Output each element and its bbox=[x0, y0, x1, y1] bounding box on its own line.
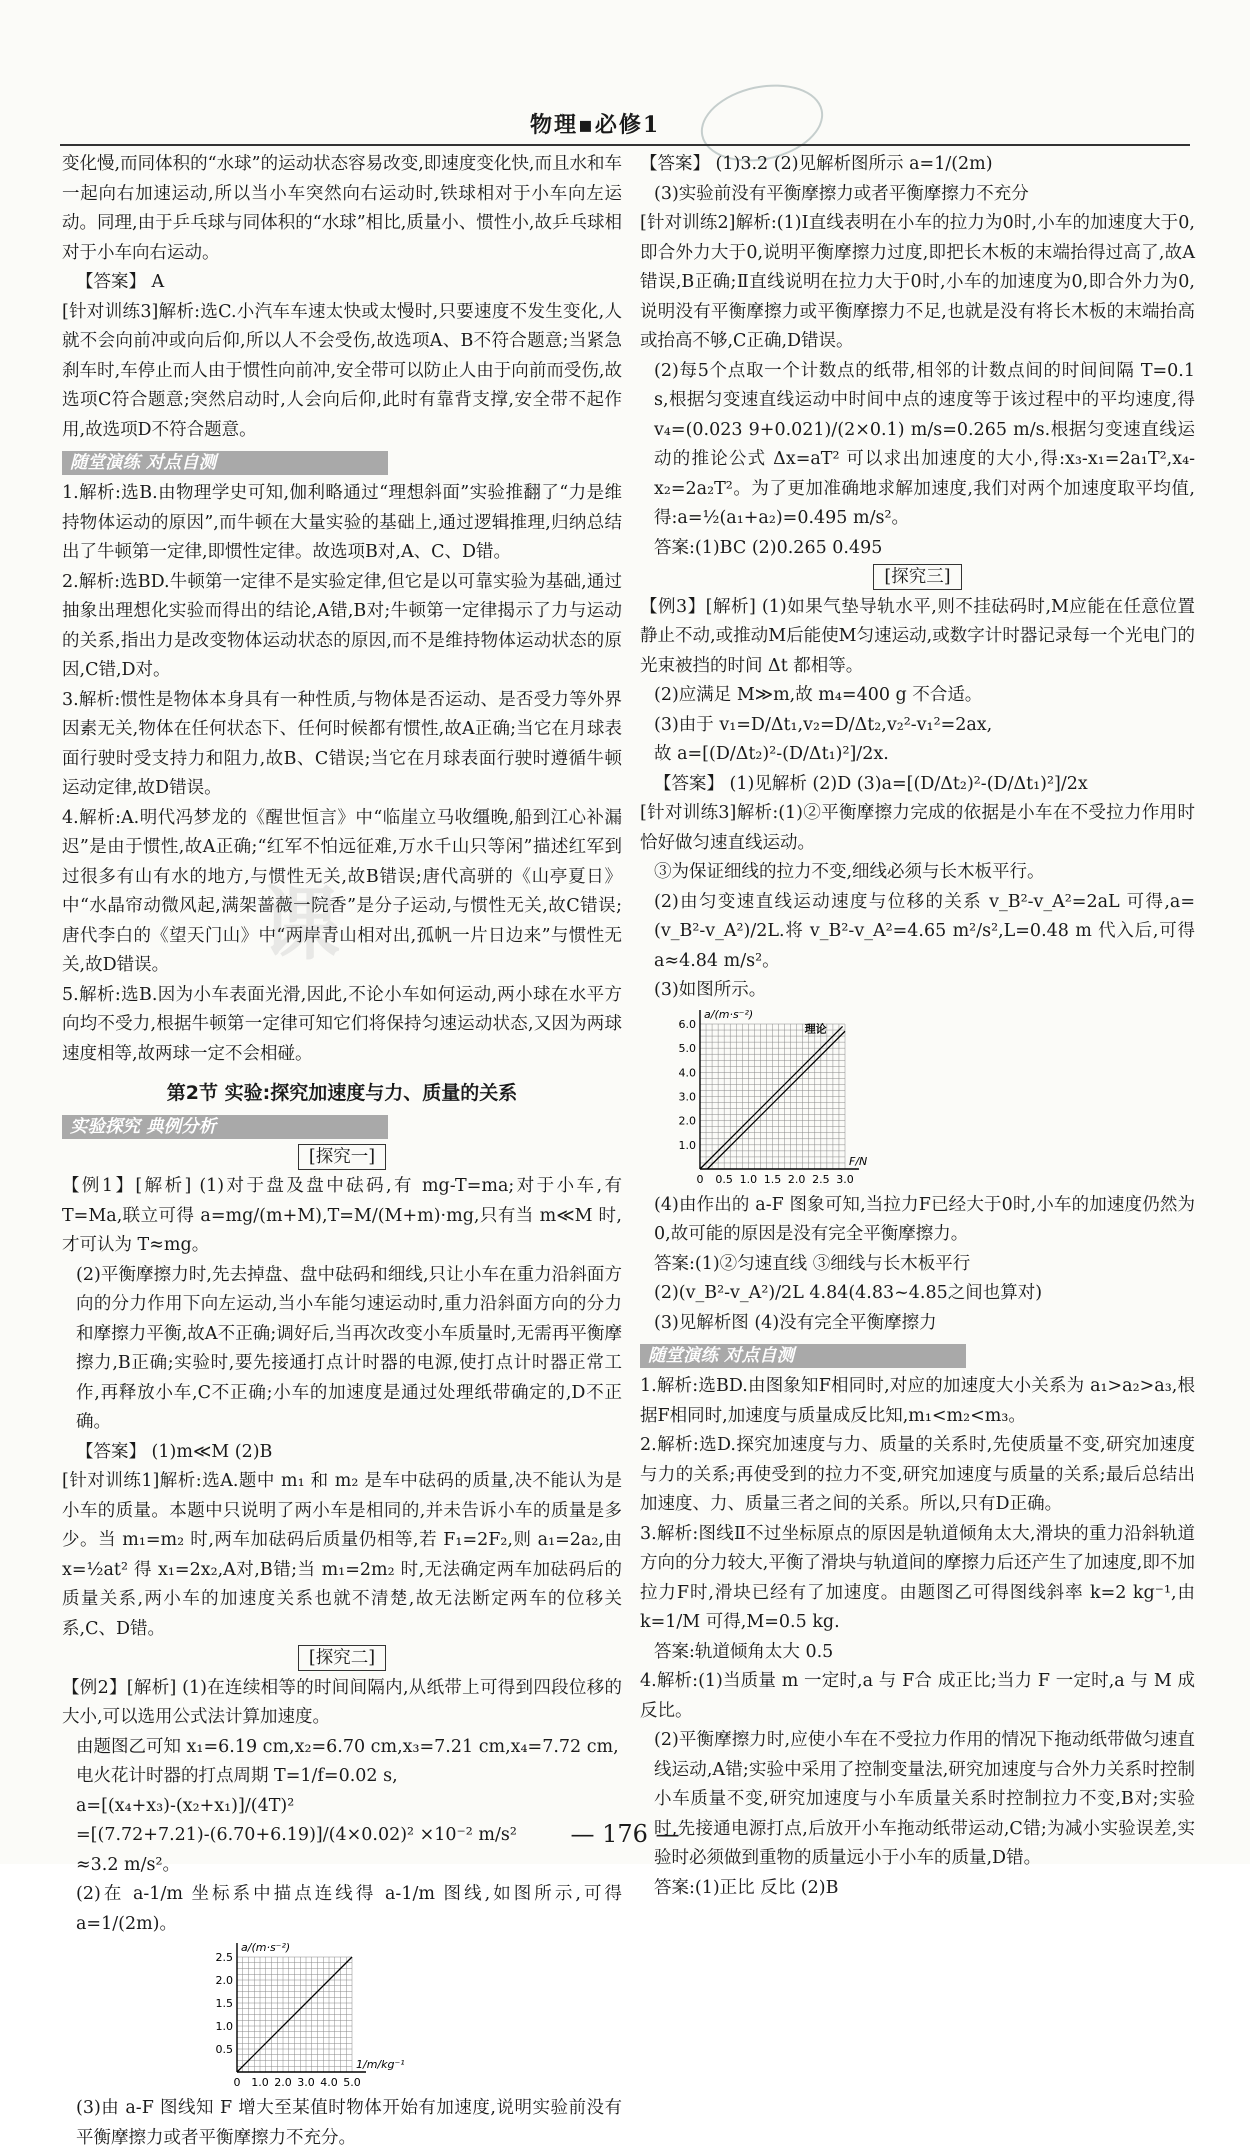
training-3-b: ③为保证细线的拉力不变,细线必须与长木板平行。 bbox=[654, 862, 1045, 882]
y-tick-label: 6.0 bbox=[678, 1017, 696, 1031]
example-2-b: 由题图乙可知 x₁=6.19 cm,x₂=6.70 cm,x₃=7.21 cm,x₄=7.72 cm, bbox=[76, 1736, 619, 1757]
x-tick-label: 4.0 bbox=[320, 2076, 338, 2089]
x-tick-label: 1.5 bbox=[763, 1172, 782, 1186]
training-3-a: [针对训练3]解析:(1)②平衡摩擦力完成的依据是小车在不受拉力作用时恰好做匀速直线运动。 bbox=[640, 803, 1195, 853]
x-axis-label: 1/m/kg⁻¹ bbox=[356, 2058, 405, 2071]
training-3-c: (2)由匀变速直线运动速度与位移的关系 v_B²-v_A²=2aL 可得,a=(v_B²-v_A²)/2L.将 v_B²-v_A²=4.65 m²/s²,L=0.48 m 代入后,可得 a≈4.84 m/s²。 bbox=[654, 891, 1195, 971]
practice-2-q3: 3.解析:图线Ⅱ不过坐标原点的原因是轨道倾角太大,滑块的重力沿斜轨道方向的分力较大,平衡了滑块与轨道间的摩擦力后还产生了加速度,即不加拉力F时,滑块已经有了加速度。由题图乙可得图线斜率 k=2 kg⁻¹,由 k=1/M 可得,M=0.5 kg. bbox=[640, 1523, 1195, 1632]
y-tick-label: 2.0 bbox=[678, 1114, 696, 1128]
training-3-e: (4)由作出的 a-F 图象可知,当拉力F已经大于0时,小车的加速度仍然为0,故可能的原因是没有完全平衡摩擦力。 bbox=[654, 1194, 1195, 1244]
section-bar-explore: 实验探究 典例分析 bbox=[62, 1115, 388, 1139]
y-tick-label: 3.0 bbox=[678, 1090, 696, 1103]
x-tick-label: 5.0 bbox=[343, 2076, 361, 2089]
training-2-answer: 答案:(1)BC (2)0.265 0.495 bbox=[654, 537, 883, 558]
training-2-a: [针对训练2]解析:(1)Ⅰ直线表明在小车的拉力为0时,小车的加速度大于0,即合外力大于0,说明平衡摩擦力过度,即把长木板的末端抬得过高了,故A错误,B正确;Ⅱ直线说明在拉力大于0时,小车的加速度为0,即合外力为0,说明没有平衡摩擦力或平衡摩擦力不足,也就是没有将长木板的末端抬高或抬高不够,C正确,D错误。 bbox=[640, 213, 1195, 351]
right-column bbox=[640, 150, 1195, 1903]
y-tick-label: 1.5 bbox=[215, 1997, 233, 2010]
example-3-c: (3)由于 v₁=D/Δt₁,v₂=D/Δt₂,v₂²-v₁²=2ax, bbox=[654, 714, 993, 735]
series-line bbox=[707, 1031, 845, 1169]
formula: ≈3.2 m/s²。 bbox=[76, 1854, 181, 1875]
series-line bbox=[700, 1026, 843, 1169]
page-header bbox=[60, 102, 1190, 146]
x-tick-label: 2.0 bbox=[787, 1172, 806, 1186]
section-bar-practice: 随堂演练 对点自测 bbox=[62, 451, 388, 475]
x-tick-label: 1.0 bbox=[739, 1172, 758, 1186]
practice-q4: 4.解析:A.明代冯梦龙的《醒世恒言》中“临崖立马收缰晚,船到江心补漏迟”是由于惯性,故A正确;“红军不怕远征难,万水千山只等闲”描述红军到过很多有山有水的地方,与惯性无关,故B错误;唐代高骈的《山亭夏日》中“水晶帘动微风起,满架蔷薇一院香”是分子运动,与惯性无关,故C错误;唐代李白的《望天门山》中“两岸青山相对出,孤帆一片日边来”与惯性无关,故D错误。 bbox=[62, 807, 622, 975]
chart-a-vs-inverse-m bbox=[62, 1939, 622, 2094]
y-tick-label: 2.5 bbox=[215, 1951, 233, 1964]
y-tick-label: 0.5 bbox=[215, 2043, 233, 2056]
example-3-a: 【例3】[解析] (1)如果气垫导轨水平,则不挂砝码时,M应能在任意位置静止不动,或推动M后能使M匀速运动,或数字计时器记录每一个光电门的光束被挡的时间 Δt 都相等。 bbox=[640, 596, 1195, 676]
practice-2-q4-b: (2)平衡摩擦力时,应使小车在不受拉力作用的情况下拖动纸带做匀速直线运动,A错;实验中采用了控制变量法,研究加速度与合外力关系时控制小车质量不变,研究加速度与小车质量关系时控制拉力不变,B对;实验时,先接通电源打点,后放开小车拖动纸带运动,C错;为减小实验误差,实验时必须做到重物的质量远小于小车的质量,D错。 bbox=[654, 1730, 1195, 1868]
series-label: 理论 bbox=[804, 1021, 827, 1035]
section-bar-practice-2: 随堂演练 对点自测 bbox=[640, 1344, 966, 1368]
practice-q1: 1.解析:选B.由物理学史可知,伽利略通过“理想斜面”实验推翻了“力是维持物体运动的原因”,而牛顿在大量实验的基础上,通过逻辑推理,归纳总结出了牛顿第一定律,即惯性定律。故选项B对,A、C、D错。 bbox=[62, 483, 622, 562]
x-tick-label: 0 bbox=[696, 1172, 704, 1186]
x-tick-label: 3.0 bbox=[297, 2076, 315, 2089]
paragraph: 变化慢,而同体积的“水球”的运动状态容易改变,即速度变化快,而且水和车一起向右加速运动,所以当小车突然向右运动时,铁球相对于小车向左运动。同理,由于乒乓球与同体积的“水球”相比,质量小、惯性小,故乒乓球相对于小车向右运动。 bbox=[62, 154, 622, 263]
practice-2-q4-a: 4.解析:(1)当质量 m 一定时,a 与 F合 成正比;当力 F 一定时,a 与 M 成反比。 bbox=[640, 1671, 1195, 1721]
answer-line: (3)实验前没有平衡摩擦力或者平衡摩擦力不充分 bbox=[654, 183, 1029, 204]
watermark-text: 课 bbox=[260, 878, 340, 971]
example-1-b: (2)平衡摩擦力时,先去掉盘、盘中砝码和细线,只让小车在重力沿斜面方向的分力作用下向左运动,当小车能匀速运动时,重力沿斜面方向的分力和摩擦力平衡,故A不正确;调好后,当再次改变小车质量时,无需再平衡摩擦力,B正确;实验时,要先接通打点计时器的电源,使打点计时器正常工作,再释放小车,C不正确;小车的加速度是通过处理纸带确定的,D不正确。 bbox=[76, 1264, 622, 1432]
y-axis-label: a/(m·s⁻²) bbox=[704, 1007, 754, 1021]
explore-2-label: [探究二] bbox=[298, 1645, 386, 1671]
example-2-a: 【例2】[解析] (1)在连续相等的时间间隔内,从纸带上可得到四段位移的大小,可以选用公式法计算加速度。 bbox=[62, 1677, 622, 1727]
practice-2-q1: 1.解析:选BD.由图象知F相同时,对应的加速度大小关系为 a₁>a₂>a₃,根据F相同时,加速度与质量成反比知,m₁<m₂<m₃。 bbox=[640, 1376, 1195, 1426]
practice-2-q3-answer: 答案:轨道倾角太大 0.5 bbox=[654, 1641, 834, 1662]
y-axis-label: a/(m·s⁻²) bbox=[241, 1941, 291, 1954]
practice-2-q4-answer: 答案:(1)正比 反比 (2)B bbox=[654, 1877, 839, 1898]
example-3-b: (2)应满足 M≫m,故 m₄=400 g 不合适。 bbox=[654, 685, 983, 705]
example-3-answer: 【答案】 (1)见解析 (2)D (3)a=[(D/Δt₂)²-(D/Δt₁)²]/2x bbox=[654, 773, 1088, 794]
training-3-answer: (2)(v_B²-v_A²)/2L 4.84(4.83~4.85之间也算对) bbox=[654, 1283, 1043, 1303]
training-2-b: (2)每5个点取一个计数点的纸带,相邻的计数点间的时间间隔 T=0.1 s,根据匀变速直线运动中时间中点的速度等于该过程中的平均速度,得 v₄=(0.023 9+0.021)/(2×0.1) m/s=0.265 m/s.根据匀变速直线运动的推论公式 Δx=aT² 可以求出加速度的大小,得:x₃-x₁=2a₁T²,x₄-x₂=2a₂T²。为了更加准确地求解加速度,我们对两个加速度取平均值,得:a=½(a₁+a₂)=0.495 m/s²。 bbox=[654, 360, 1195, 528]
training-3-d: (3)如图所示。 bbox=[654, 980, 767, 1000]
page-number: — 176 — bbox=[570, 1820, 680, 1848]
practice-q2: 2.解析:选BD.牛顿第一定律不是实验定律,但它是以可靠实验为基础,通过抽象出理想化实验而得出的结论,A错,B对;牛顿第一定律揭示了力与运动的关系,指出力是改变物体运动状态的原因,而不是维持物体运动状态的原因,C错,D对。 bbox=[62, 571, 622, 680]
formula: =[(7.72+7.21)-(6.70+6.19)]/(4×0.02)² ×10⁻² m/s² bbox=[76, 1825, 517, 1845]
example-2-g: (2)在 a-1/m 坐标系中描点连线得 a-1/m 图线,如图所示,可得 a=1/(2m)。 bbox=[76, 1884, 622, 1934]
practice-2-q2: 2.解析:选D.探究加速度与力、质量的关系时,先使质量不变,研究加速度与力的关系;再使受到的拉力不变,研究加速度与质量的关系;最后总结出加速度、力、质量三者之间的关系。所以,只有D正确。 bbox=[640, 1435, 1195, 1514]
x-tick-label: 2.0 bbox=[274, 2076, 292, 2089]
x-tick-label: 1.0 bbox=[251, 2076, 269, 2089]
y-tick-label: 1.0 bbox=[215, 2020, 233, 2033]
section-title: 第2节 实验:探究加速度与力、质量的关系 bbox=[166, 1082, 518, 1104]
x-tick-label: 2.5 bbox=[812, 1172, 830, 1186]
example-1-answer: 【答案】 (1)m≪M (2)B bbox=[76, 1441, 273, 1462]
answer-line: 【答案】 A bbox=[76, 272, 165, 292]
x-tick-label: 3.0 bbox=[836, 1172, 854, 1186]
y-tick-label: 1.0 bbox=[678, 1138, 696, 1152]
training-3-answer: 答案:(1)②匀速直线 ③细线与长木板平行 bbox=[654, 1253, 971, 1274]
x-tick-label: 0.5 bbox=[715, 1172, 733, 1186]
formula: a=[(x₄+x₃)-(x₂+x₁)]/(4T)² bbox=[76, 1795, 295, 1816]
y-tick-label: 4.0 bbox=[678, 1065, 696, 1079]
training-3-answer: (3)见解析图 (4)没有完全平衡摩擦力 bbox=[654, 1312, 937, 1333]
y-tick-label: 5.0 bbox=[678, 1041, 696, 1055]
y-tick-label: 2.0 bbox=[215, 1974, 233, 1987]
example-2-c: 电火花计时器的打点周期 T=1/f=0.02 s, bbox=[76, 1766, 398, 1786]
header-title: 物理▪必修1 bbox=[530, 112, 661, 138]
answer-line: 【答案】 (1)3.2 (2)见解析图所示 a=1/(2m) bbox=[640, 154, 993, 174]
practice-q3: 3.解析:惯性是物体本身具有一种性质,与物体是否运动、是否受力等外界因素无关,物体在任何状态下、任何时候都有惯性,故A正确;当它在月球表面行驶时受支持力和阻力,故B、C错误;当它在月球表面行驶时遵循牛顿运动定律,故D错误。 bbox=[62, 689, 622, 798]
practice-q5: 5.解析:选B.因为小车表面光滑,因此,不论小车如何运动,两小球在水平方向均不受力,根据牛顿第一定律可知它们将保持匀速运动状态,又因为两球速度相等,故两球一定不会相碰。 bbox=[62, 984, 622, 1064]
x-axis-label: F/N bbox=[849, 1154, 868, 1168]
example-2-h: (3)由 a-F 图线知 F 增大至某值时物体开始有加速度,说明实验前没有平衡摩擦力或者平衡摩擦力不充分。 bbox=[76, 2098, 622, 2148]
explore-1-label: [探究一] bbox=[298, 1144, 386, 1170]
left-column bbox=[62, 150, 622, 2153]
chart-a-vs-F bbox=[640, 1006, 1195, 1191]
training-3: [针对训练3]解析:选C.小汽车车速太快或太慢时,只要速度不发生变化,人就不会向前冲或向后仰,所以人不会受伤,故选项A、B不符合题意;当紧急刹车时,车停止而人由于惯性向前冲,安全带可以防止人由于向前而受伤,故选项C符合题意;突然启动时,人会向后仰,此时有靠背支撑,安全带不起作用,故选项D不符合题意。 bbox=[62, 301, 622, 440]
training-1: [针对训练1]解析:选A.题中 m₁ 和 m₂ 是车中砝码的质量,决不能认为是小车的质量。本题中只说明了两小车是相同的,并未告诉小车的质量是多少。当 m₁=m₂ 时,两车加砝码后质量仍相等,若 F₁=2F₂,则 a₁=2a₂,由 x=½at² 得 x₁=2x₂,A对,B错;当 m₁=2m₂ 时,无法确定两车加砝码后的质量关系,两小车的加速度关系也就不清楚,故无法断定两车的位移关系,C、D错。 bbox=[62, 1471, 622, 1639]
explore-3-label: [探究三] bbox=[873, 564, 961, 590]
x-tick-label: 0 bbox=[233, 2076, 241, 2089]
formula: 故 a=[(D/Δt₂)²-(D/Δt₁)²]/2x. bbox=[654, 744, 889, 764]
example-1-a: 【例1】[解析] (1)对于盘及盘中砝码,有 mg-T=ma;对于小车,有 T=Ma,联立可得 a=mg/(m+M),T=M/(M+m)·mg,只有当 m≪M 时,才可认为 T≈mg。 bbox=[62, 1176, 622, 1255]
